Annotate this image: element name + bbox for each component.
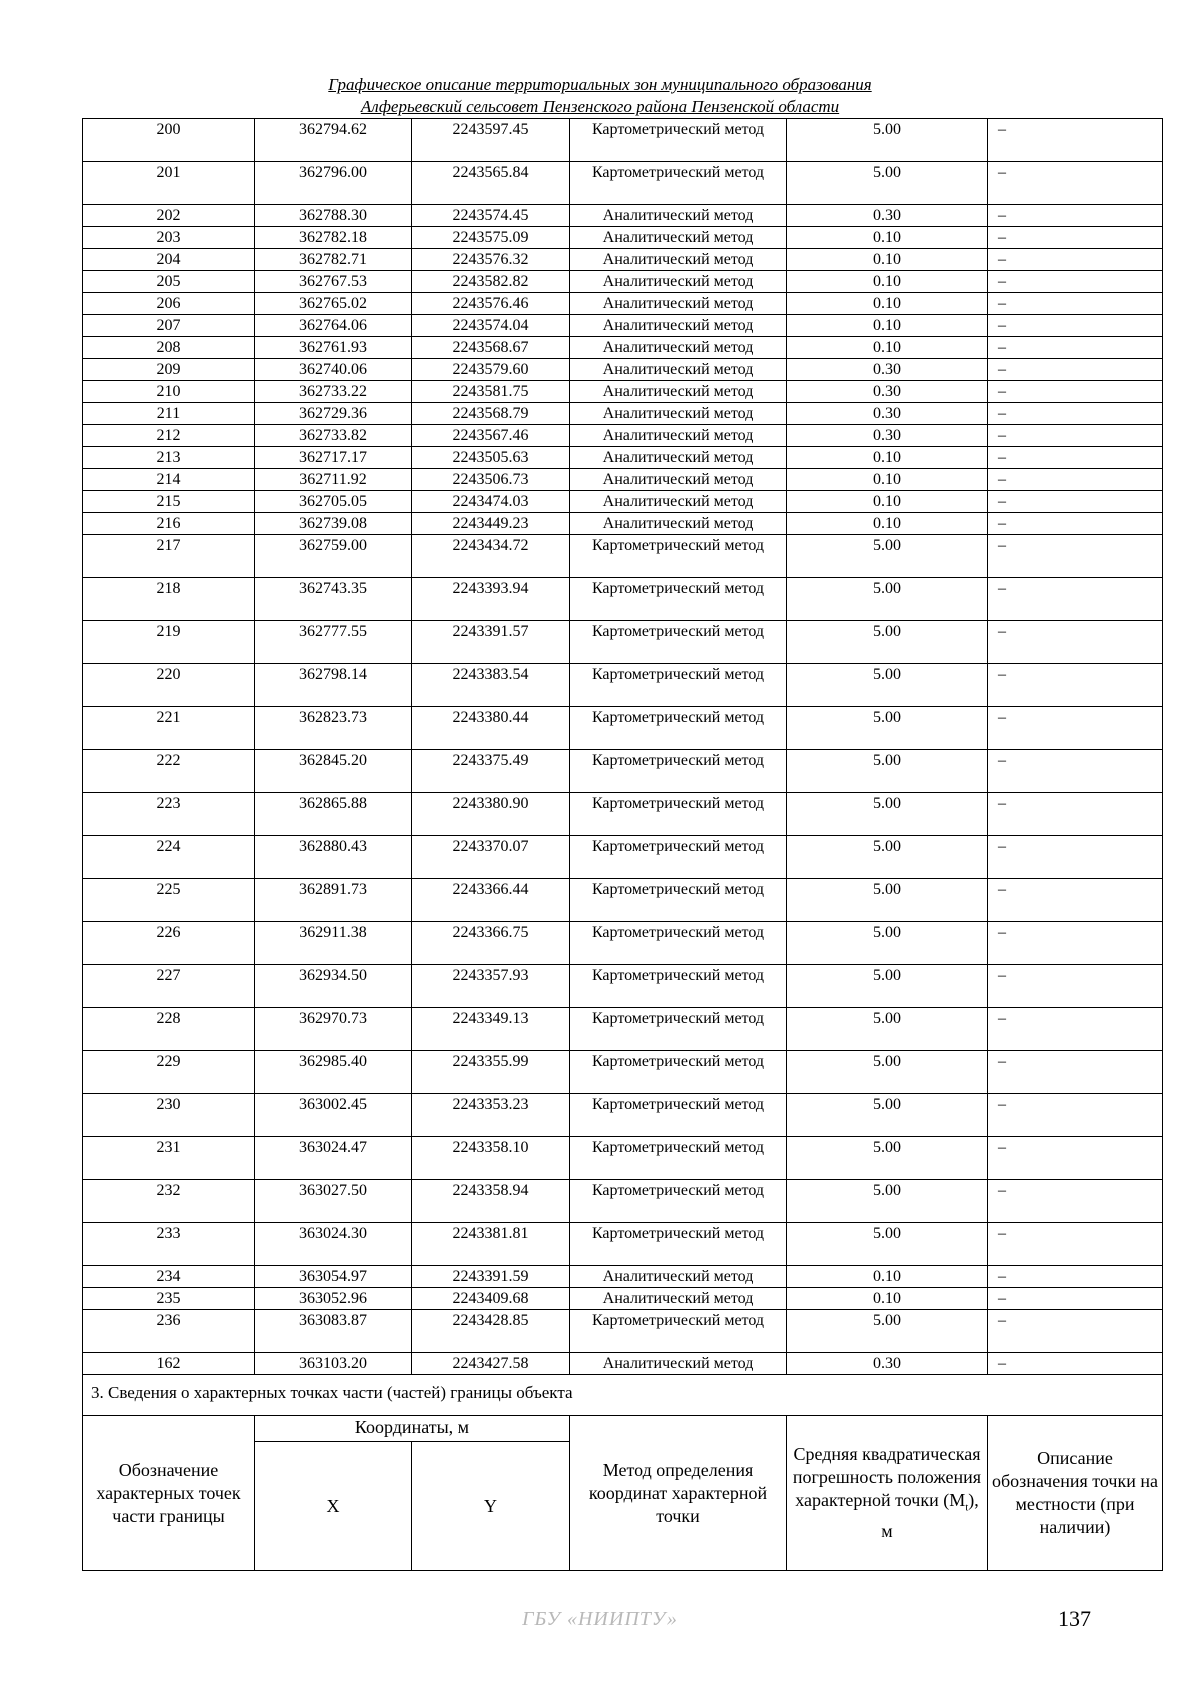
cell-method: Аналитический метод [570, 293, 787, 315]
cell-point-number: 214 [83, 469, 255, 491]
cell-point-number: 234 [83, 1266, 255, 1288]
cell-point-description: – [988, 707, 1163, 750]
cell-coordinate-y: 2243357.93 [412, 965, 570, 1008]
table-row [83, 513, 1163, 535]
cell-method: Картометрический метод [570, 119, 787, 162]
cell-point-number: 205 [83, 271, 255, 293]
table-row [83, 1223, 1163, 1266]
table-row [83, 381, 1163, 403]
cell-coordinate-y: 2243366.75 [412, 922, 570, 965]
cell-point-number: 232 [83, 1180, 255, 1223]
cell-point-number: 212 [83, 425, 255, 447]
cell-coordinate-x: 363002.45 [255, 1094, 412, 1137]
cell-mean-error: 5.00 [787, 1180, 988, 1223]
cell-method: Картометрический метод [570, 535, 787, 578]
cell-coordinate-x: 362711.92 [255, 469, 412, 491]
cell-point-number: 211 [83, 403, 255, 425]
cell-coordinate-y: 2243409.68 [412, 1288, 570, 1310]
cell-point-description: – [988, 1223, 1163, 1266]
cell-coordinate-x: 362740.06 [255, 359, 412, 381]
table-row [83, 425, 1163, 447]
cell-coordinate-y: 2243380.90 [412, 793, 570, 836]
cell-point-number: 235 [83, 1288, 255, 1310]
cell-coordinate-x: 362845.20 [255, 750, 412, 793]
cell-point-number: 222 [83, 750, 255, 793]
cell-point-description: – [988, 227, 1163, 249]
cell-mean-error: 5.00 [787, 750, 988, 793]
table-row [83, 1137, 1163, 1180]
table-row [83, 879, 1163, 922]
cell-method: Аналитический метод [570, 403, 787, 425]
table-row [83, 1180, 1163, 1223]
cell-coordinate-y: 2243434.72 [412, 535, 570, 578]
cell-method: Картометрический метод [570, 1223, 787, 1266]
cell-method: Картометрический метод [570, 1310, 787, 1353]
cell-mean-error: 0.10 [787, 249, 988, 271]
cell-mean-error: 5.00 [787, 707, 988, 750]
cell-point-description: – [988, 1266, 1163, 1288]
cell-point-description: – [988, 664, 1163, 707]
cell-coordinate-y: 2243574.45 [412, 205, 570, 227]
table-row [83, 205, 1163, 227]
cell-method: Картометрический метод [570, 1094, 787, 1137]
cell-mean-error: 5.00 [787, 836, 988, 879]
cell-mean-error: 5.00 [787, 621, 988, 664]
cell-point-description: – [988, 359, 1163, 381]
table-row [83, 249, 1163, 271]
cell-point-description: – [988, 1008, 1163, 1051]
cell-coordinate-y: 2243353.23 [412, 1094, 570, 1137]
header-coordinates: Координаты, м [255, 1416, 570, 1442]
cell-mean-error: 0.10 [787, 1266, 988, 1288]
cell-coordinate-y: 2243370.07 [412, 836, 570, 879]
cell-mean-error: 5.00 [787, 1094, 988, 1137]
table-row [83, 403, 1163, 425]
cell-method: Картометрический метод [570, 836, 787, 879]
cell-mean-error: 5.00 [787, 578, 988, 621]
organization-watermark: ГБУ «НИИПТУ» [522, 1608, 678, 1630]
cell-coordinate-x: 362934.50 [255, 965, 412, 1008]
document-title-line-1: Графическое описание территориальных зон муниципального образования [328, 75, 872, 94]
table-row [83, 1266, 1163, 1288]
cell-point-description: – [988, 271, 1163, 293]
cell-method: Картометрический метод [570, 162, 787, 205]
cell-method: Аналитический метод [570, 359, 787, 381]
cell-point-description: – [988, 315, 1163, 337]
cell-mean-error: 5.00 [787, 1310, 988, 1353]
cell-point-description: – [988, 1288, 1163, 1310]
cell-point-description: – [988, 836, 1163, 879]
cell-mean-error: 0.10 [787, 315, 988, 337]
cell-coordinate-x: 363054.97 [255, 1266, 412, 1288]
cell-coordinate-y: 2243381.81 [412, 1223, 570, 1266]
cell-method: Аналитический метод [570, 205, 787, 227]
cell-coordinate-x: 363103.20 [255, 1353, 412, 1375]
cell-coordinate-x: 362705.05 [255, 491, 412, 513]
header-point-designation: Обозначение характерных точек части границы [83, 1416, 255, 1571]
header-point-description: Описание обозначения точки на местности (при наличии) [988, 1416, 1163, 1571]
table-row [83, 469, 1163, 491]
cell-coordinate-x: 362767.53 [255, 271, 412, 293]
cell-coordinate-x: 362865.88 [255, 793, 412, 836]
table-row [83, 359, 1163, 381]
cell-mean-error: 5.00 [787, 965, 988, 1008]
cell-coordinate-y: 2243568.79 [412, 403, 570, 425]
table-row [83, 337, 1163, 359]
cell-point-number: 217 [83, 535, 255, 578]
cell-coordinate-x: 362782.18 [255, 227, 412, 249]
cell-coordinate-x: 362717.17 [255, 447, 412, 469]
cell-mean-error: 0.30 [787, 403, 988, 425]
cell-point-number: 216 [83, 513, 255, 535]
table-row [83, 119, 1163, 162]
cell-mean-error: 5.00 [787, 1137, 988, 1180]
cell-mean-error: 5.00 [787, 162, 988, 205]
table-row [83, 1094, 1163, 1137]
cell-coordinate-y: 2243358.10 [412, 1137, 570, 1180]
cell-mean-error: 0.10 [787, 513, 988, 535]
cell-mean-error: 0.10 [787, 227, 988, 249]
cell-mean-error: 0.10 [787, 469, 988, 491]
cell-mean-error: 5.00 [787, 535, 988, 578]
cell-coordinate-y: 2243391.57 [412, 621, 570, 664]
cell-coordinate-y: 2243380.44 [412, 707, 570, 750]
cell-mean-error: 0.30 [787, 359, 988, 381]
cell-method: Картометрический метод [570, 1051, 787, 1094]
cell-point-description: – [988, 621, 1163, 664]
table-row [83, 162, 1163, 205]
cell-point-description: – [988, 578, 1163, 621]
cell-method: Аналитический метод [570, 271, 787, 293]
cell-mean-error: 0.30 [787, 1353, 988, 1375]
cell-point-number: 224 [83, 836, 255, 879]
cell-coordinate-y: 2243582.82 [412, 271, 570, 293]
cell-coordinate-x: 362823.73 [255, 707, 412, 750]
cell-coordinate-x: 362798.14 [255, 664, 412, 707]
cell-coordinate-x: 362765.02 [255, 293, 412, 315]
cell-point-description: – [988, 447, 1163, 469]
cell-coordinate-x: 362796.00 [255, 162, 412, 205]
cell-point-number: 221 [83, 707, 255, 750]
cell-point-number: 207 [83, 315, 255, 337]
cell-point-number: 210 [83, 381, 255, 403]
header-method: Метод определения координат характерной точки [570, 1416, 787, 1571]
cell-point-number: 215 [83, 491, 255, 513]
table-row [83, 271, 1163, 293]
cell-coordinate-y: 2243349.13 [412, 1008, 570, 1051]
cell-mean-error: 5.00 [787, 1008, 988, 1051]
cell-mean-error: 5.00 [787, 119, 988, 162]
cell-point-description: – [988, 1180, 1163, 1223]
cell-coordinate-y: 2243383.54 [412, 664, 570, 707]
header-x: X [255, 1442, 412, 1571]
cell-method: Картометрический метод [570, 1137, 787, 1180]
cell-coordinate-x: 362761.93 [255, 337, 412, 359]
cell-coordinate-y: 2243355.99 [412, 1051, 570, 1094]
cell-point-description: – [988, 425, 1163, 447]
cell-method: Картометрический метод [570, 621, 787, 664]
table-row [83, 1008, 1163, 1051]
cell-point-description: – [988, 403, 1163, 425]
cell-point-number: 227 [83, 965, 255, 1008]
cell-point-description: – [988, 922, 1163, 965]
cell-point-description: – [988, 513, 1163, 535]
cell-method: Аналитический метод [570, 425, 787, 447]
cell-point-description: – [988, 293, 1163, 315]
cell-point-description: – [988, 119, 1163, 162]
table-row [83, 922, 1163, 965]
cell-point-number: 228 [83, 1008, 255, 1051]
cell-coordinate-x: 362880.43 [255, 836, 412, 879]
cell-point-number: 202 [83, 205, 255, 227]
cell-mean-error: 0.10 [787, 491, 988, 513]
cell-method: Картометрический метод [570, 879, 787, 922]
cell-point-number: 230 [83, 1094, 255, 1137]
cell-method: Аналитический метод [570, 1266, 787, 1288]
section-3-title: 3. Сведения о характерных точках части (частей) границы объекта [83, 1375, 1163, 1416]
cell-mean-error: 0.30 [787, 425, 988, 447]
table-row [83, 793, 1163, 836]
cell-coordinate-x: 363024.47 [255, 1137, 412, 1180]
header-mean-error-subscript: t [965, 1501, 969, 1514]
cell-coordinate-y: 2243474.03 [412, 491, 570, 513]
cell-coordinate-y: 2243576.32 [412, 249, 570, 271]
cell-method: Аналитический метод [570, 381, 787, 403]
document-title-line-2: Алферьевский сельсовет Пензенского района Пензенской области [360, 97, 840, 116]
table-row [83, 578, 1163, 621]
cell-method: Картометрический метод [570, 707, 787, 750]
cell-method: Аналитический метод [570, 447, 787, 469]
cell-coordinate-y: 2243576.46 [412, 293, 570, 315]
cell-point-number: 203 [83, 227, 255, 249]
cell-coordinate-y: 2243579.60 [412, 359, 570, 381]
cell-point-number: 233 [83, 1223, 255, 1266]
table-row [83, 1353, 1163, 1375]
cell-coordinate-x: 362985.40 [255, 1051, 412, 1094]
cell-coordinate-x: 362733.82 [255, 425, 412, 447]
cell-coordinate-y: 2243366.44 [412, 879, 570, 922]
cell-point-number: 209 [83, 359, 255, 381]
cell-method: Аналитический метод [570, 469, 787, 491]
table-row [83, 315, 1163, 337]
cell-mean-error: 5.00 [787, 922, 988, 965]
table-row [83, 1288, 1163, 1310]
cell-method: Аналитический метод [570, 249, 787, 271]
cell-coordinate-y: 2243449.23 [412, 513, 570, 535]
cell-method: Картометрический метод [570, 793, 787, 836]
cell-coordinate-x: 362970.73 [255, 1008, 412, 1051]
header-mean-error [787, 1416, 988, 1571]
table-row [83, 836, 1163, 879]
cell-method: Аналитический метод [570, 337, 787, 359]
table-row [83, 965, 1163, 1008]
cell-coordinate-y: 2243506.73 [412, 469, 570, 491]
cell-point-number: 225 [83, 879, 255, 922]
cell-coordinate-x: 362788.30 [255, 205, 412, 227]
cell-coordinate-x: 362794.62 [255, 119, 412, 162]
cell-mean-error: 5.00 [787, 1051, 988, 1094]
cell-point-description: – [988, 491, 1163, 513]
cell-point-description: – [988, 793, 1163, 836]
cell-method: Аналитический метод [570, 1288, 787, 1310]
cell-mean-error: 5.00 [787, 793, 988, 836]
cell-method: Картометрический метод [570, 1180, 787, 1223]
cell-point-number: 162 [83, 1353, 255, 1375]
cell-mean-error: 0.10 [787, 271, 988, 293]
cell-point-description: – [988, 750, 1163, 793]
cell-point-description: – [988, 1094, 1163, 1137]
cell-method: Аналитический метод [570, 513, 787, 535]
cell-point-number: 226 [83, 922, 255, 965]
cell-coordinate-x: 362733.22 [255, 381, 412, 403]
cell-point-number: 200 [83, 119, 255, 162]
cell-point-description: – [988, 1137, 1163, 1180]
cell-coordinate-x: 363024.30 [255, 1223, 412, 1266]
table-row [83, 707, 1163, 750]
cell-coordinate-x: 362764.06 [255, 315, 412, 337]
cell-method: Аналитический метод [570, 1353, 787, 1375]
cell-mean-error: 5.00 [787, 664, 988, 707]
cell-point-description: – [988, 965, 1163, 1008]
cell-coordinate-x: 362739.08 [255, 513, 412, 535]
cell-coordinate-y: 2243358.94 [412, 1180, 570, 1223]
cell-mean-error: 0.30 [787, 381, 988, 403]
cell-mean-error: 0.10 [787, 447, 988, 469]
table-row [83, 664, 1163, 707]
cell-point-number: 220 [83, 664, 255, 707]
table-row [83, 491, 1163, 513]
cell-point-description: – [988, 337, 1163, 359]
cell-point-description: – [988, 205, 1163, 227]
page-number: 137 [1058, 1606, 1091, 1631]
cell-point-number: 229 [83, 1051, 255, 1094]
cell-point-description: – [988, 162, 1163, 205]
cell-coordinate-x: 362729.36 [255, 403, 412, 425]
cell-coordinate-y: 2243575.09 [412, 227, 570, 249]
cell-method: Аналитический метод [570, 315, 787, 337]
table-row [83, 293, 1163, 315]
cell-point-description: – [988, 879, 1163, 922]
cell-coordinate-x: 363083.87 [255, 1310, 412, 1353]
cell-method: Картометрический метод [570, 1008, 787, 1051]
cell-point-description: – [988, 249, 1163, 271]
cell-coordinate-x: 362777.55 [255, 621, 412, 664]
cell-coordinate-y: 2243568.67 [412, 337, 570, 359]
coordinates-table-body [83, 119, 1163, 1375]
cell-coordinate-x: 362782.71 [255, 249, 412, 271]
table-row [83, 227, 1163, 249]
cell-point-description: – [988, 381, 1163, 403]
cell-coordinate-y: 2243375.49 [412, 750, 570, 793]
cell-coordinate-x: 363052.96 [255, 1288, 412, 1310]
cell-coordinate-y: 2243567.46 [412, 425, 570, 447]
cell-point-number: 204 [83, 249, 255, 271]
header-y: Y [412, 1442, 570, 1571]
cell-mean-error: 0.30 [787, 205, 988, 227]
cell-coordinate-x: 362743.35 [255, 578, 412, 621]
cell-point-number: 208 [83, 337, 255, 359]
table-row [83, 535, 1163, 578]
cell-coordinate-y: 2243393.94 [412, 578, 570, 621]
cell-method: Аналитический метод [570, 491, 787, 513]
table-row [83, 447, 1163, 469]
cell-point-description: – [988, 1353, 1163, 1375]
cell-coordinate-x: 362891.73 [255, 879, 412, 922]
cell-point-description: – [988, 535, 1163, 578]
cell-point-number: 231 [83, 1137, 255, 1180]
cell-point-number: 223 [83, 793, 255, 836]
header-mean-error-text: Средняя квадратическая погрешность положения характерной точки (M [792, 1444, 982, 1511]
cell-method: Картометрический метод [570, 965, 787, 1008]
cell-point-description: – [988, 1310, 1163, 1353]
cell-point-number: 206 [83, 293, 255, 315]
cell-point-number: 213 [83, 447, 255, 469]
cell-mean-error: 0.10 [787, 337, 988, 359]
cell-coordinate-y: 2243505.63 [412, 447, 570, 469]
cell-coordinate-x: 362759.00 [255, 535, 412, 578]
cell-point-number: 219 [83, 621, 255, 664]
cell-mean-error: 5.00 [787, 879, 988, 922]
cell-mean-error: 5.00 [787, 1223, 988, 1266]
cell-mean-error: 0.10 [787, 293, 988, 315]
cell-method: Картометрический метод [570, 578, 787, 621]
cell-coordinate-y: 2243428.85 [412, 1310, 570, 1353]
table-row [83, 1310, 1163, 1353]
cell-coordinate-y: 2243581.75 [412, 381, 570, 403]
header-mean-error-unit: ), м [881, 1490, 979, 1541]
cell-method: Аналитический метод [570, 227, 787, 249]
cell-coordinate-x: 362911.38 [255, 922, 412, 965]
cell-method: Картометрический метод [570, 664, 787, 707]
cell-coordinate-y: 2243391.59 [412, 1266, 570, 1288]
cell-point-number: 201 [83, 162, 255, 205]
coordinates-table [82, 118, 1163, 1571]
table-row [83, 750, 1163, 793]
cell-coordinate-y: 2243574.04 [412, 315, 570, 337]
cell-coordinate-y: 2243597.45 [412, 119, 570, 162]
cell-coordinate-y: 2243427.58 [412, 1353, 570, 1375]
table-row [83, 1051, 1163, 1094]
cell-mean-error: 0.10 [787, 1288, 988, 1310]
cell-coordinate-y: 2243565.84 [412, 162, 570, 205]
cell-method: Картометрический метод [570, 922, 787, 965]
cell-point-description: – [988, 469, 1163, 491]
table-row [83, 621, 1163, 664]
cell-coordinate-x: 363027.50 [255, 1180, 412, 1223]
cell-point-description: – [988, 1051, 1163, 1094]
cell-point-number: 236 [83, 1310, 255, 1353]
cell-method: Картометрический метод [570, 750, 787, 793]
cell-point-number: 218 [83, 578, 255, 621]
